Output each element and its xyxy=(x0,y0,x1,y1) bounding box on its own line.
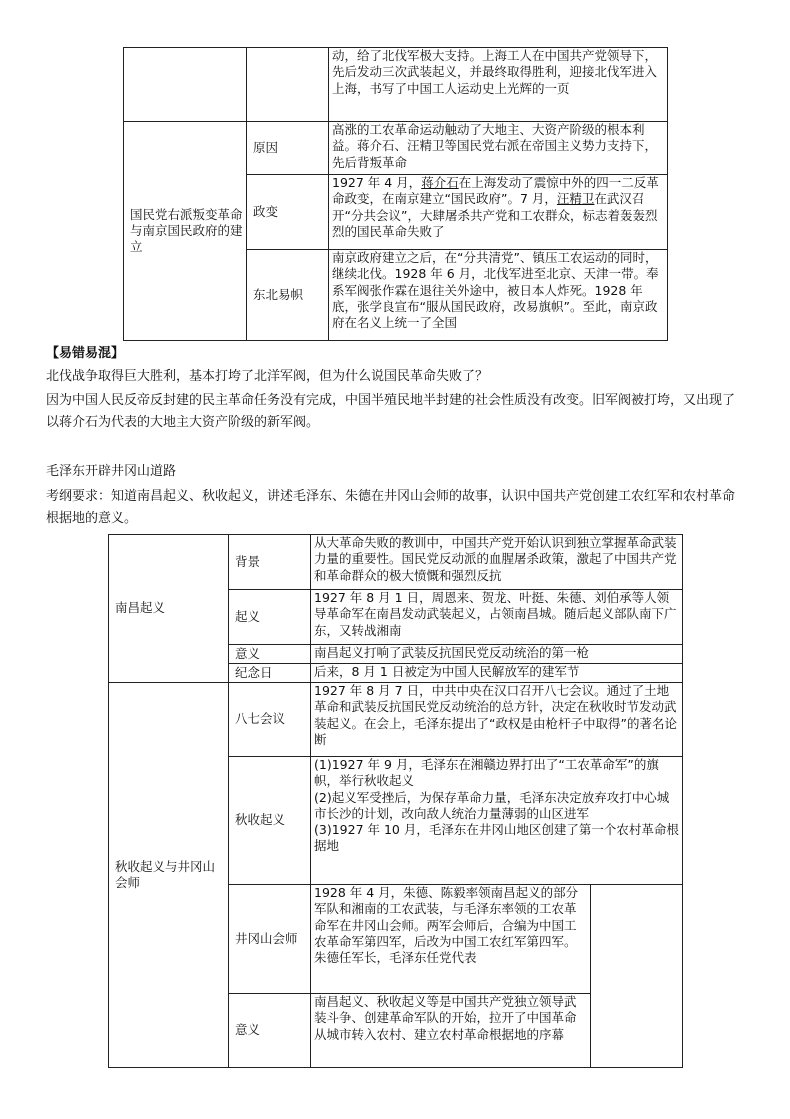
table-cell-content: 南昌起义打响了武装反抗国民党反动统治的第一枪 xyxy=(311,645,683,664)
table-cell-content: 从大革命失败的教训中，中国共产党开始认识到独立掌握革命武装力量的重要性。国民党反动派的血腥屠杀政策，激起了中国共产党和革命群众的极大愤慨和强烈反抗 xyxy=(311,535,683,590)
question-text: 北伐战争取得巨大胜利，基本打垮了北洋军阀，但为什么说国民革命失败了？ xyxy=(46,369,489,384)
underlined-name: 蒋介石 xyxy=(421,175,459,190)
table-cell-content: 高涨的工农革命运动触动了大地主、大资产阶级的根本利益。蒋介石、汪精卫等国民党右派在帝国主义势力支持下，先后背叛革命 xyxy=(329,122,668,175)
table-cell-label: 政变 xyxy=(247,175,329,250)
table-cell-empty xyxy=(124,48,247,122)
table-cell-label: 背景 xyxy=(229,535,311,590)
table-kmt-betrayal xyxy=(123,47,668,341)
table-cell-label: 纪念日 xyxy=(229,664,311,683)
table-cell-content: 1927 年 8 月 7 日，中共中央在汉口召开八七会议。通过了土地革命和武装反抗国民党反动统治的总方针，决定在秋收时节发动武装起义。在会上，毛泽东提出了“政权是由枪杆子中取得”的著名论断 xyxy=(311,683,683,757)
table-cell-label: 八七会议 xyxy=(229,683,311,757)
table-row xyxy=(124,122,668,175)
table-jinggangshan xyxy=(108,534,683,1068)
list-item: (2)起义军受挫后，为保存革命力量，毛泽东决定放弃攻打中心城市长沙的计划，改向敌人统治力量薄弱的山区进军 xyxy=(314,789,670,821)
text-segment: 在武汉召开“分共会议”，大肆屠杀共产党和工农群众，标志着轰轰烈烈的国民革命失败了 xyxy=(332,191,658,239)
table-cell-category: 国民党右派叛变革命与南京国民政府的建立 xyxy=(124,122,247,341)
list-item: (1)1927 年 9 月，毛泽东在湘赣边界打出了“工农革命军”的旗帜，举行秋收起义 xyxy=(314,757,659,789)
table-cell-empty xyxy=(591,885,683,1068)
table-cell-content: 1927 年 8 月 1 日，周恩来、贺龙、叶挺、朱德、刘伯承等人领导革命军在南昌发动武装起义，占领南昌城。随后起义部队南下广东，又转战湘南 xyxy=(311,590,683,645)
table-cell-content: 南京政府建立之后，在“分共清党”、镇压工农运动的同时，继续北伐。1928 年 6 月，北伐军进至北京、天津一带。奉系军阀张作霖在退往关外途中，被日本人炸死。1928 年底，张学良宣布“服从国民政府，改易旗帜”。至此，南京政府在名义上统一了全国 xyxy=(329,250,668,341)
table-cell-label: 意义 xyxy=(229,645,311,664)
underlined-name: 汪精卫 xyxy=(556,191,595,207)
answer-text: 因为中国人民反帝反封建的民主革命任务没有完成，中国半殖民地半封建的社会性质没有改变。旧军阀被打垮，又出现了以蒋介石为代表的大地主大资产阶级的新军阀。 xyxy=(46,393,736,430)
table-cell-empty xyxy=(247,48,329,122)
table-cell-label: 意义 xyxy=(229,994,311,1068)
lesson-title: 毛泽东开辟井冈山道路 xyxy=(46,464,177,479)
table-row xyxy=(109,683,683,757)
text-segment: 在上海发动了震惊中外的四一二反革命政变，在南京建立“国民政府”。7 月， xyxy=(332,175,659,207)
table-cell-label: 起义 xyxy=(229,590,311,645)
table-cell-content: 南昌起义、秋收起义等是中国共产党独立领导武装斗争、创建革命军队的开始，拉开了中国革命从城市转入农村、建立农村革命根据地的序幕 xyxy=(311,994,591,1068)
table-cell-label: 秋收起义 xyxy=(229,757,311,885)
table-cell-label: 东北易帜 xyxy=(247,250,329,341)
table-cell-label: 原因 xyxy=(247,122,329,175)
table-cell-category: 南昌起义 xyxy=(109,535,229,683)
table-row xyxy=(124,48,668,122)
table-cell-content xyxy=(311,757,683,885)
exam-requirement: 考纲要求：知道南昌起义、秋收起义，讲述毛泽东、朱德在井冈山会师的故事，认识中国共产党创建工农红军和农村革命根据地的意义。 xyxy=(46,489,736,526)
table-cell-category: 秋收起义与井冈山会师 xyxy=(109,683,229,1068)
table-cell-content: 1928 年 4 月，朱德、陈毅率领南昌起义的部分军队和湘南的工农武装，与毛泽东率领的工农革命军在井冈山会师。两军会师后，合编为中国工农革命军第四军，后改为中国工农红军第四军。朱德任军长，毛泽东任党代表 xyxy=(311,885,591,994)
table-cell-content xyxy=(329,175,668,250)
table-row xyxy=(109,535,683,590)
text-segment: 1927 年 4 月， xyxy=(332,175,422,190)
section-heading: 【易错易混】 xyxy=(46,346,125,361)
table-cell-label: 井冈山会师 xyxy=(229,885,311,994)
table-cell-content: 动，给了北伐军极大支持。上海工人在中国共产党领导下，先后发动三次武装起义，并最终取得胜利，迎接北伐军进入上海，书写了中国工人运动史上光辉的一页 xyxy=(329,48,668,122)
list-item: (3)1927 年 10 月，毛泽东在井冈山地区创建了第一个农村革命根据地 xyxy=(314,822,679,854)
table-cell-content: 后来，8 月 1 日被定为中国人民解放军的建军节 xyxy=(311,664,683,683)
